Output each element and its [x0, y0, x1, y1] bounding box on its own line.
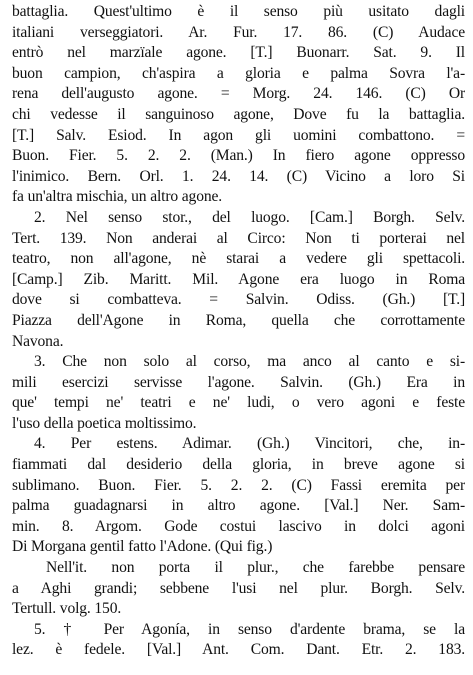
text-line: Nell'it. non porta il plur., che farebbe pensare [46, 559, 465, 577]
text-line: 5. † Per Agonía, in senso d'ardente brama, se la [34, 620, 465, 638]
text-line: [T.] Salv. Esiod. In agon gli uomini combattono. = [12, 126, 465, 144]
text-line: l'uso della poetica moltissimo. [12, 414, 197, 432]
text-line: italiani verseggiatori. Ar. Fur. 17. 86. (C) Audace [12, 23, 465, 41]
text-line: 4. Per estens. Adimar. (Gh.) Vincitori, che, in- [34, 435, 465, 453]
text-line: que' tempi ne' teatri e ne' ludi, o vero agoni e feste [12, 394, 465, 412]
text-line: Tert. 139. Non anderai al Circo: Non ti porterai nel [12, 229, 465, 247]
text-line: min. 8. Argom. Gode costui lascivo in dolci agoni [12, 517, 465, 535]
text-line: rena dell'augusto agone. = Morg. 24. 146. (C) Or [12, 85, 465, 103]
text-line: 2. Nel senso stor., del luogo. [Cam.] Borgh. Selv. [34, 208, 465, 226]
text-line: mili esercizi servisse l'agone. Salvin. (Gh.) Era in [12, 373, 465, 391]
text-line: palma guadagnarsi in altro agone. [Val.] Ner. Sam- [12, 497, 465, 515]
text-line: [Camp.] Zib. Maritt. Mil. Agone era luogo in Roma [12, 270, 465, 288]
text-line: dove si combatteva. = Salvin. Odiss. (Gh.) [T.] [12, 291, 465, 309]
text-line: lez. è fedele. [Val.] Ant. Com. Dant. Etr. 2. 183. [12, 641, 465, 659]
text-line: 3. Che non solo al corso, ma anco al canto e si- [34, 353, 465, 371]
text-line: sublimano. Buon. Fier. 5. 2. 2. (C) Fassi eremita per [12, 476, 465, 494]
text-line: Navona. [12, 332, 64, 350]
text-line: entrò nel marzïale agone. [T.] Buonarr. Sat. 9. Il [12, 44, 465, 62]
text-line: a Aghi grandi; sebbene l'usi nel plur. Borgh. Selv. [12, 579, 465, 597]
text-line: teatro, non all'agone, nè starai a vedere gli spettacoli. [12, 250, 465, 268]
text-line: Piazza dell'Agone in Roma, quella che corrottamente [12, 311, 465, 329]
text-line: chi vedesse il sanguinoso agone, Dove fu la battaglia. [12, 105, 465, 123]
text-line: fa un'altra mischia, un altro agone. [12, 188, 223, 206]
text-line: Tertull. volg. 150. [12, 600, 122, 618]
text-line: battaglia. Quest'ultimo è il senso più usitato dagli [12, 3, 465, 20]
text-line: Di Morgana gentil fatto l'Adone. (Qui fig.) [12, 538, 273, 556]
text-line: Buon. Fier. 5. 2. 2. (Man.) In fiero agone oppresso [12, 147, 465, 165]
text-line: buon campion, ch'aspira a gloria e palma Sovra l'a- [12, 64, 465, 82]
text-line: l'inimico. Bern. Orl. 1. 24. 14. (C) Vicino a loro Si [12, 167, 465, 185]
dictionary-entry-text [12, 2, 465, 661]
text-line: fiammati dal desiderio della gloria, in breve agone si [12, 456, 465, 474]
